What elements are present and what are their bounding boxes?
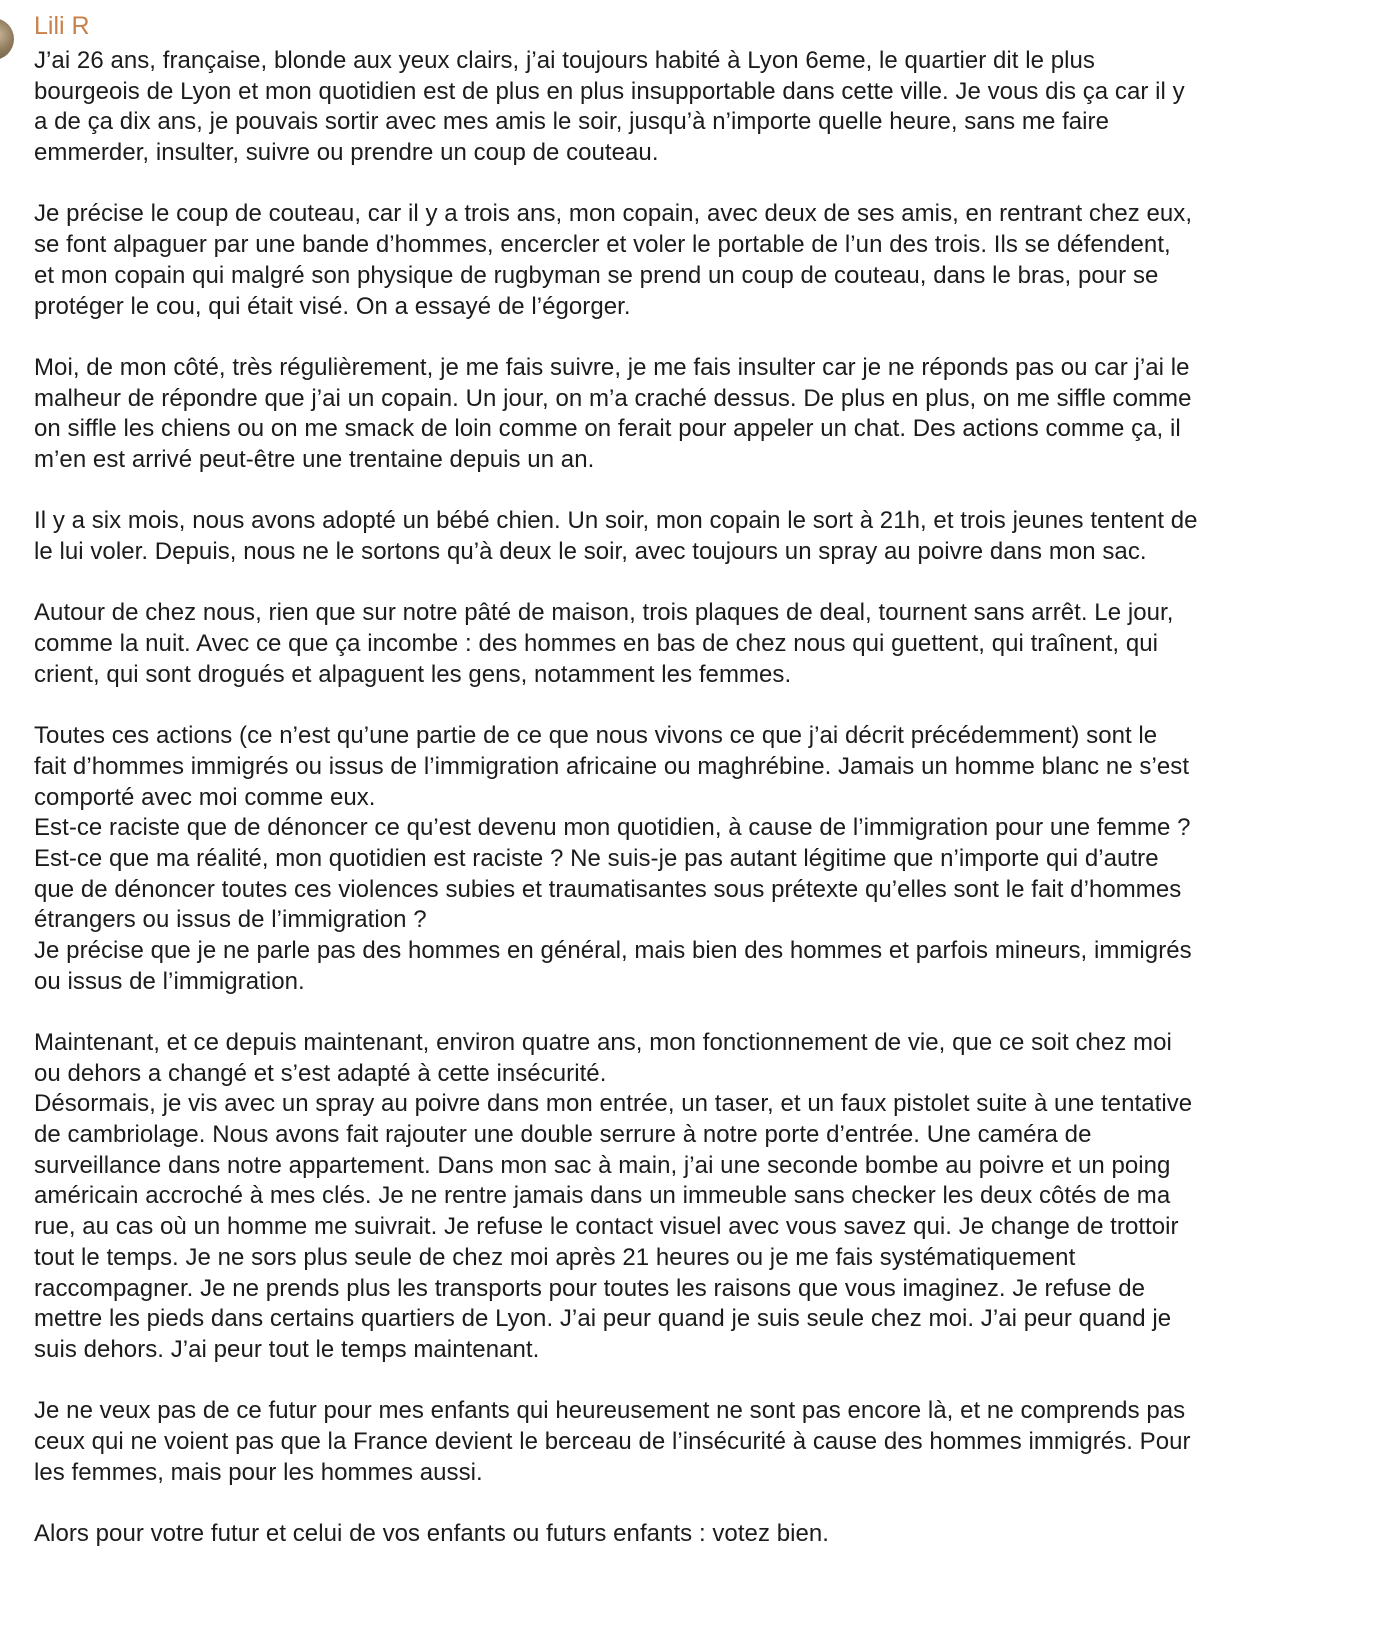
post-line: ceux qui ne voient pas que la France devient le berceau de l’insécurité à cause des hommes immigrés. Pour [34,1427,1191,1455]
post-line: les femmes, mais pour les hommes aussi. [34,1458,483,1486]
post-line: Je ne veux pas de ce futur pour mes enfants qui heureusement ne sont pas encore là, et ne comprends pas [34,1397,1186,1425]
post-line: on siffle les chiens ou on me smack de loin comme on ferait pour appeler un chat. Des actions comme ça, il [34,415,1181,443]
post-line: Autour de chez nous, rien que sur notre pâté de maison, trois plaques de deal, tournent sans arrêt. Le jour, [34,599,1174,627]
post-line: étrangers ou issus de l’immigration ? [34,906,427,934]
post-line: de cambriolage. Nous avons fait rajouter une double serrure à notre porte d’entrée. Une caméra de [34,1121,1092,1149]
post-line: Moi, de mon côté, très régulièrement, je me fais suivre, je me fais insulter car je ne réponds pas ou car j’ai le [34,353,1190,381]
post-line: Est-ce que ma réalité, mon quotidien est raciste ? Ne suis-je pas autant légitime que n’importe qui d’autre [34,844,1159,872]
post-line: Maintenant, et ce depuis maintenant, environ quatre ans, mon fonctionnement de vie, que ce soit chez moi [34,1029,1172,1056]
post-line: Je précise le coup de couteau, car il y a trois ans, mon copain, avec deux de ses amis, en rentrant chez eux, [34,200,1193,228]
post [34,10,1354,1550]
post-line: Toutes ces actions (ce n’est qu’une partie de ce que nous vivons ce que j’ai décrit précédemment) sont le [34,722,1158,750]
post-line [34,1488,1354,1519]
post-line [34,997,1354,1028]
post-line: raccompagner. Je ne prends plus les transports pour toutes les raisons que vous imaginez. Je refuse de [34,1274,1146,1302]
post-line: se font alpaguer par une bande d’hommes, encercler et voler le portable de l’un des trois. Ils se défendent, [34,231,1171,259]
post-line: surveillance dans notre appartement. Dans mon sac à main, j’ai une seconde bombe au poivre et un poing [34,1151,1171,1179]
post-line [34,169,1354,200]
post-line [34,1366,1354,1397]
post-line: Je précise que je ne parle pas des hommes en général, mais bien des hommes et parfois mineurs, immigrés [34,936,1192,964]
post-line [34,568,1354,599]
post-line: protéger le cou, qui était visé. On a essayé de l’égorger. [34,292,631,320]
post-line: emmerder, insulter, suivre ou prendre un coup de couteau. [34,139,659,167]
post-line: suis dehors. J’ai peur tout le temps maintenant. [34,1335,540,1363]
post-line: rue, au cas où un homme me suivrait. Je refuse le contact visuel avec vous savez qui. Je change de trottoir [34,1213,1179,1241]
post-line: a de ça dix ans, je pouvais sortir avec mes amis le soir, jusqu’à n’importe quelle heure, sans me faire [34,108,1110,136]
post-line: mettre les pieds dans certains quartiers de Lyon. J’ai peur quand je suis seule chez moi. J’ai peur quand je [34,1305,1172,1333]
post-body [34,46,1354,1550]
post-line [34,476,1354,507]
post-line: Alors pour votre futur et celui de vos enfants ou futurs enfants : votez bien. [34,1520,830,1547]
post-line: comporté avec moi comme eux. [34,783,376,811]
post-line: Désormais, je vis avec un spray au poivre dans mon entrée, un taser, et un faux pistolet suite à une tentative [34,1090,1193,1118]
post-line: Est-ce raciste que de dénoncer ce qu’est devenu mon quotidien, à cause de l’immigration pour une femme ? [34,814,1191,842]
post-line: J’ai 26 ans, française, blonde aux yeux clairs, j’ai toujours habité à Lyon 6eme, le quartier dit le plus [34,47,1095,74]
post-line: ou dehors a changé et s’est adapté à cette insécurité. [34,1059,607,1087]
post-line [34,690,1354,721]
post-line: comme la nuit. Avec ce que ça incombe : des hommes en bas de chez nous qui guettent, qui traînent, qui [34,630,1158,658]
post-line: que de dénoncer toutes ces violences subies et traumatisantes sous prétexte qu’elles sont le fait d’hommes [34,875,1182,903]
post-line: le lui voler. Depuis, nous ne le sortons qu’à deux le soir, avec toujours un spray au poivre dans mon sac. [34,538,1147,565]
post-line: crient, qui sont drogués et alpaguent les gens, notamment les femmes. [34,660,792,688]
post-line: m’en est arrivé peut-être une trentaine depuis un an. [34,445,595,473]
post-line: Il y a six mois, nous avons adopté un bébé chien. Un soir, mon copain le sort à 21h, et trois jeunes tentent de [34,507,1198,535]
post-line: et mon copain qui malgré son physique de rugbyman se prend un coup de couteau, dans le bras, pour se [34,261,1159,289]
avatar[interactable] [0,18,14,60]
post-line [34,322,1354,353]
post-line: bourgeois de Lyon et mon quotidien est de plus en plus insupportable dans cette ville. Je vous dis ça car il y [34,77,1185,105]
post-line: ou issus de l’immigration. [34,967,305,995]
post-line: fait d’hommes immigrés ou issus de l’immigration africaine ou maghrébine. Jamais un homme blanc ne s’est [34,752,1190,780]
post-line: américain accroché à mes clés. Je ne rentre jamais dans un immeuble sans checker les deux côtés de ma [34,1182,1171,1210]
post-line: malheur de répondre que j’ai un copain. Un jour, on m’a craché dessus. De plus en plus, on me siffle comme [34,384,1192,412]
post-line: tout le temps. Je ne sors plus seule de chez moi après 21 heures ou je me fais systématiquement [34,1243,1076,1271]
author-name[interactable]: Lili R [34,12,90,40]
